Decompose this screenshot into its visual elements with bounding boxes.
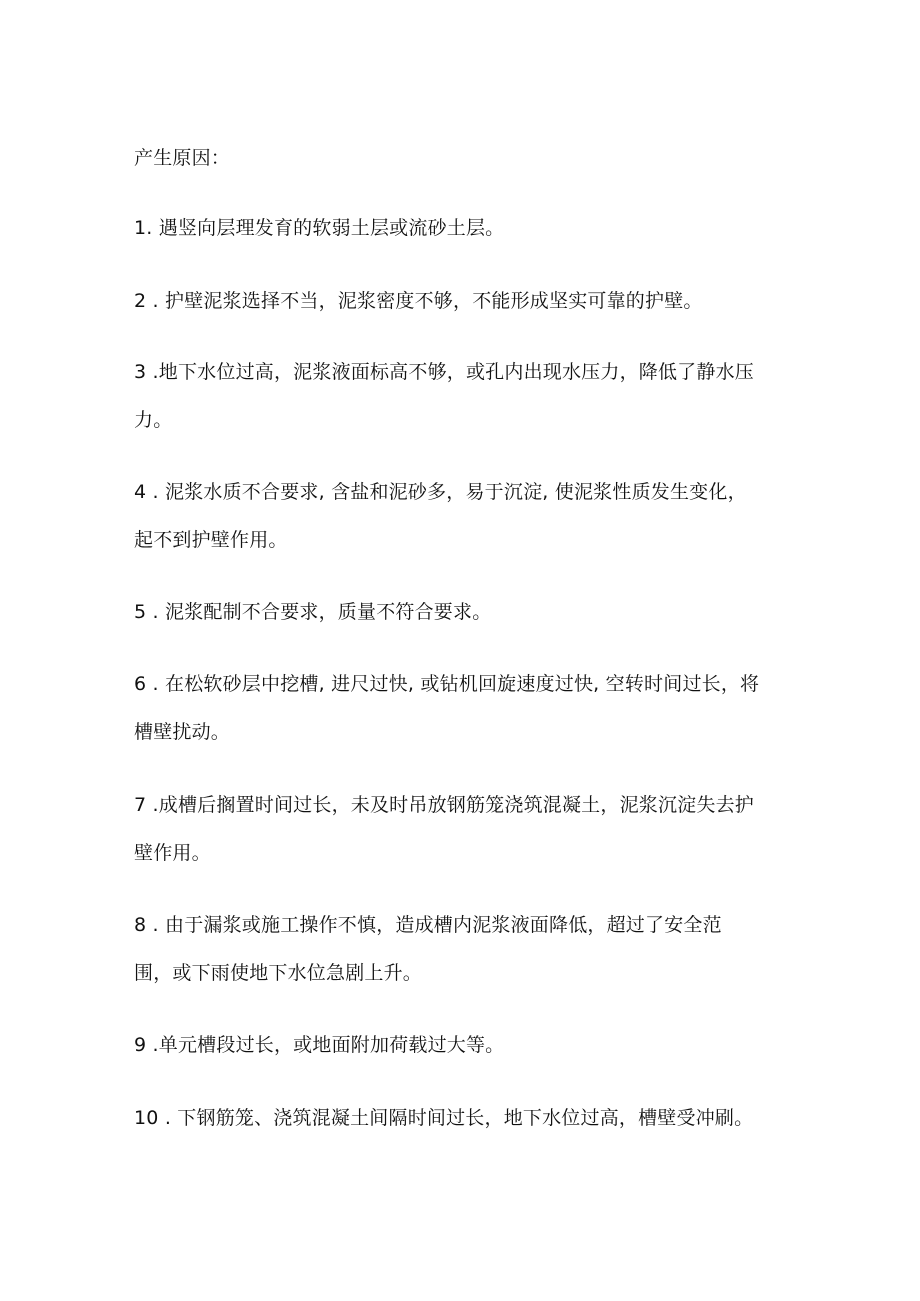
list-item-5: 5 . 泥浆配制不合要求，质量不符合要求。 bbox=[134, 601, 492, 623]
list-item-3-line-1: 3 .地下水位过高，泥浆液面标高不够，或孔内出现水压力，降低了静水压 bbox=[134, 361, 754, 383]
list-item-3-line-2: 力。 bbox=[134, 409, 173, 431]
list-item-6-line-1: 6 . 在松软砂层中挖槽, 进尺过快, 或钻机回旋速度过快, 空转时间过长，将 bbox=[134, 673, 760, 695]
list-item-9: 9 .单元槽段过长，或地面附加荷载过大等。 bbox=[134, 1034, 505, 1056]
list-item-2: 2 . 护壁泥浆选择不当，泥浆密度不够，不能形成坚实可靠的护壁。 bbox=[134, 290, 703, 312]
list-item-4-line-2: 起不到护壁作用。 bbox=[134, 529, 288, 551]
heading: 产生原因： bbox=[134, 147, 231, 169]
list-item-10: 10 . 下钢筋笼、浇筑混凝土间隔时间过长，地下水位过高，槽壁受冲刷。 bbox=[134, 1107, 754, 1129]
list-item-7-line-1: 7 .成槽后搁置时间过长，未及时吊放钢筋笼浇筑混凝土，泥浆沉淀失去护 bbox=[134, 794, 754, 816]
list-item-8-line-2: 围，或下雨使地下水位急剧上升。 bbox=[134, 962, 423, 984]
list-item-8-line-1: 8 . 由于漏浆或施工操作不慎，造成槽内泥浆液面降低，超过了安全范 bbox=[134, 914, 722, 936]
list-item-7-line-2: 壁作用。 bbox=[134, 842, 211, 864]
list-item-6-line-2: 槽壁扰动。 bbox=[134, 721, 231, 743]
list-item-1: 1. 遇竖向层理发育的软弱土层或流砂土层。 bbox=[134, 217, 505, 239]
list-item-4-line-1: 4 . 泥浆水质不合要求, 含盐和泥砂多，易于沉淀, 使泥浆性质发生变化， bbox=[134, 481, 747, 503]
